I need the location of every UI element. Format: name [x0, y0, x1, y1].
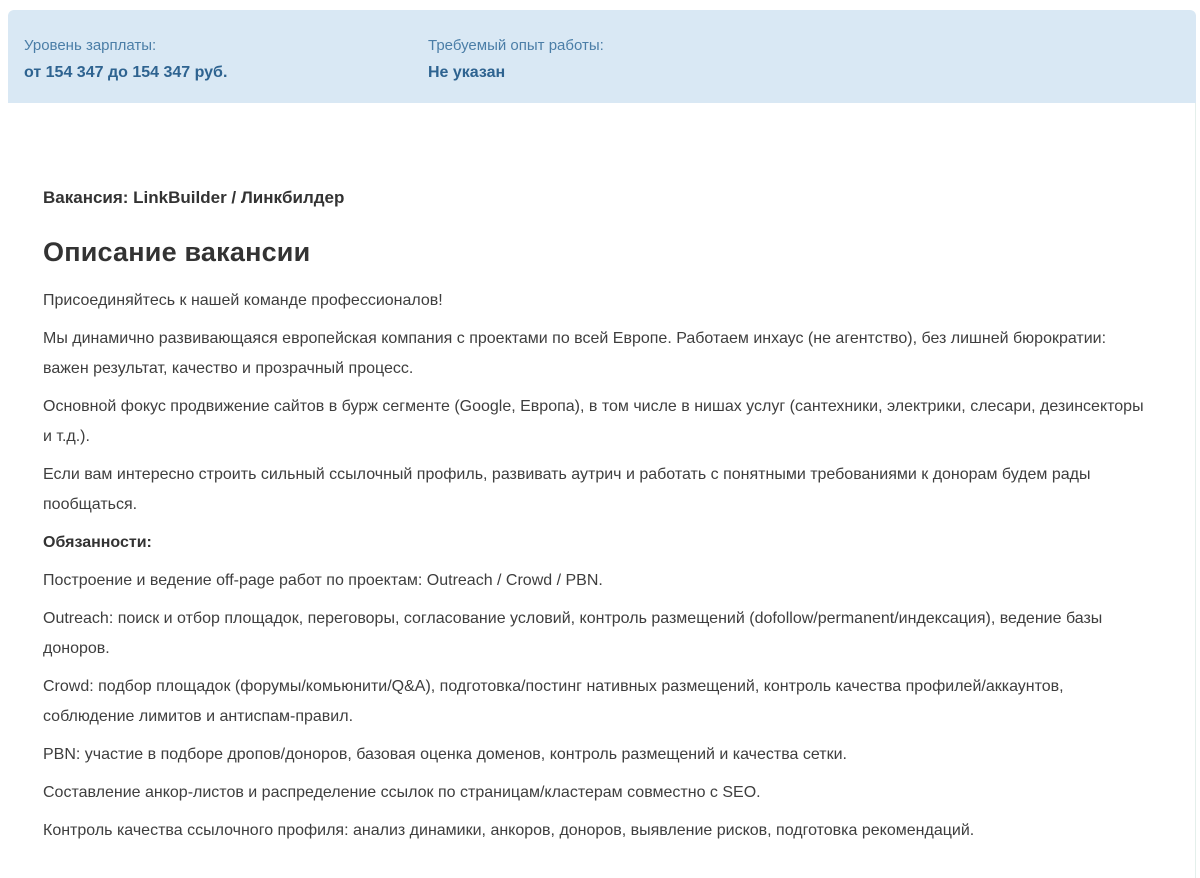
description-paragraph: Обязанности:	[43, 534, 152, 551]
experience-value: Не указан	[428, 63, 506, 81]
description-paragraph: Построение и ведение off-page работ по проектам: Outreach / Crowd / PBN.	[43, 572, 603, 589]
vacancy-description	[43, 286, 1155, 846]
vacancy-page	[0, 10, 1200, 878]
description-paragraph: Присоединяйтесь к нашей команде профессионалов!	[43, 292, 443, 309]
experience-block	[428, 36, 604, 83]
description-paragraph: Outreach: поиск и отбор площадок, переговоры, согласование условий, контроль размещений (dofollow/permanent/индексация), ведение базы доноров.	[43, 610, 1103, 657]
vacancy-description-heading: Описание вакансии	[43, 237, 311, 267]
description-paragraph: Если вам интересно строить сильный ссылочный профиль, развивать аутрич и работать с понятными требованиями к донорам будем рады пообщаться.	[43, 466, 1091, 513]
experience-label: Требуемый опыт работы:	[428, 37, 604, 54]
salary-value: от 154 347 до 154 347 руб.	[24, 63, 228, 81]
salary-banner	[8, 10, 1196, 103]
description-paragraph: PBN: участие в подборе дропов/доноров, базовая оценка доменов, контроль размещений и качества сетки.	[43, 746, 847, 763]
salary-label: Уровень зарплаты:	[24, 37, 157, 54]
description-paragraph: Контроль качества ссылочного профиля: анализ динамики, анкоров, доноров, выявление рисков, подготовка рекомендаций.	[43, 822, 975, 839]
vacancy-content	[8, 103, 1196, 878]
description-paragraph: Мы динамично развивающаяся европейская компания с проектами по всей Европе. Работаем инхаус (не агентство), без лишней бюрократии: важен результат, качество и прозрачный процесс.	[43, 330, 1107, 377]
description-paragraph: Crowd: подбор площадок (форумы/комьюнити/Q&A), подготовка/постинг нативных размещений, контроль качества профилей/аккаунтов, соблюдение лимитов и антиспам-правил.	[43, 678, 1064, 725]
vacancy-title: Вакансия: LinkBuilder / Линкбилдер	[43, 188, 345, 207]
salary-block	[24, 36, 428, 83]
description-paragraph: Составление анкор-листов и распределение ссылок по страницам/кластерам совместно с SEO.	[43, 784, 761, 801]
description-paragraph: Основной фокус продвижение сайтов в бурж сегменте (Google, Европа), в том числе в нишах услуг (сантехники, электрики, слесари, дезинсекторы и т.д.).	[43, 398, 1144, 445]
